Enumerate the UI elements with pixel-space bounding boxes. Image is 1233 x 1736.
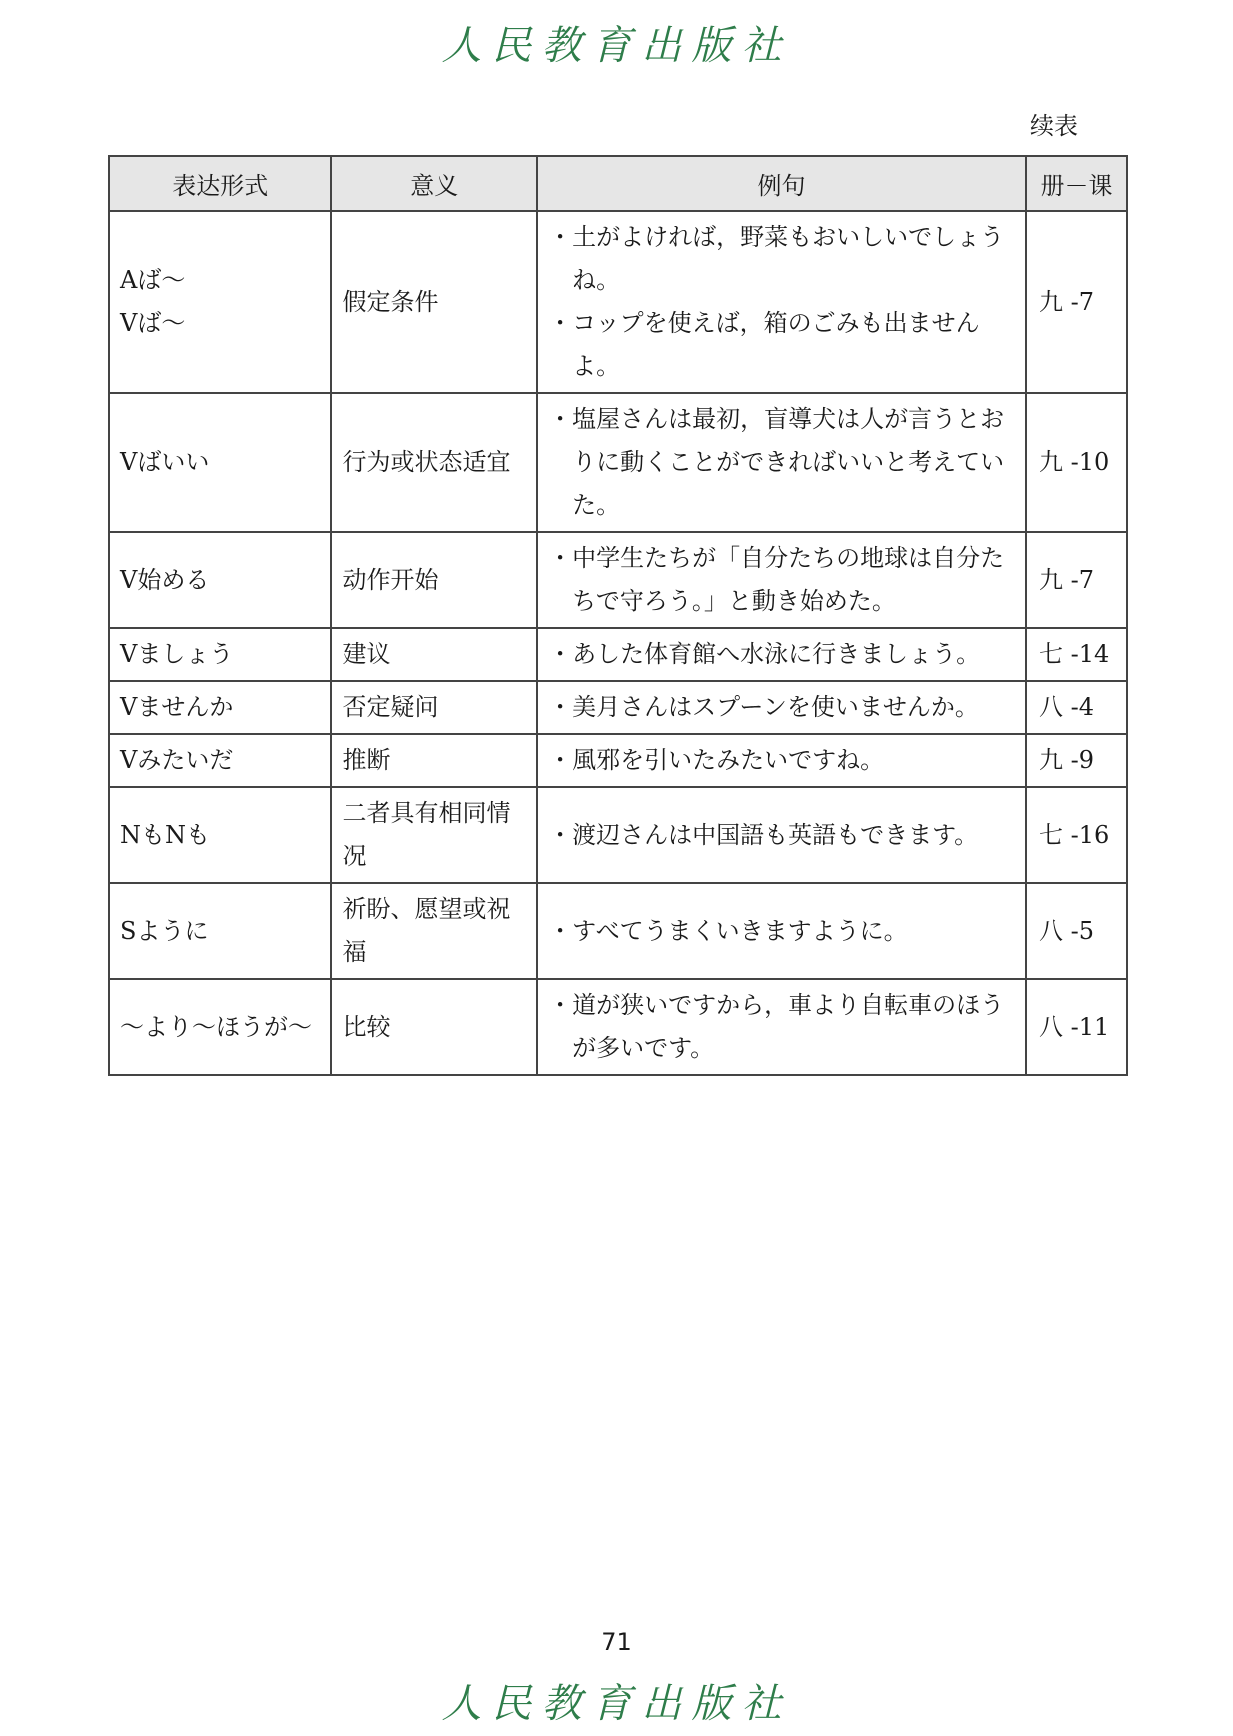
- form-line: Vみたいだ: [120, 746, 234, 774]
- example-list: [548, 686, 1013, 729]
- cell-meaning: 行为或状态适宜: [331, 393, 537, 532]
- table-header-row: [109, 156, 1127, 211]
- example-sentence: ・ 中学生たちが「自分たちの地球は自分たちで守ろう。」と動き始めた。: [548, 537, 1013, 623]
- col-header-volume: 册－课: [1026, 156, 1127, 211]
- form-line: Sように: [120, 916, 209, 945]
- col-header-meaning: 意义: [331, 156, 537, 211]
- form-line: Vましょう: [120, 640, 234, 668]
- grammar-table: [108, 155, 1128, 1076]
- cell-volume-lesson: 七 -14: [1026, 628, 1127, 681]
- example-list: [548, 910, 1013, 953]
- form-line: NもNも: [120, 820, 210, 849]
- cell-volume-lesson: 七 -16: [1026, 787, 1127, 883]
- cell-volume-lesson: 八 -4: [1026, 681, 1127, 734]
- cell-meaning: 祈盼、愿望或祝福: [331, 883, 537, 979]
- table-row: [109, 681, 1127, 734]
- example-sentence: ・ 塩屋さんは最初，盲導犬は人が言うとおりに動くことができればいいと考えていた。: [548, 398, 1013, 527]
- cell-volume-lesson: 九 -10: [1026, 393, 1127, 532]
- form-line: V始める: [120, 565, 210, 594]
- table-row: [109, 979, 1127, 1075]
- table-body: [109, 211, 1127, 1075]
- cell-form: [109, 787, 331, 883]
- example-list: [548, 739, 1013, 782]
- example-list: [548, 537, 1013, 623]
- example-sentence: ・ 土がよければ，野菜もおいしいでしょうね。: [548, 216, 1013, 302]
- publisher-logo-footer: 人民教育出版社: [441, 1681, 792, 1727]
- example-sentence: ・ 風邪を引いたみたいですね。: [548, 739, 1013, 782]
- cell-volume-lesson: 九 -9: [1026, 734, 1127, 787]
- cell-meaning: 假定条件: [331, 211, 537, 393]
- cell-example: [537, 787, 1026, 883]
- cell-form: [109, 979, 331, 1075]
- example-list: [548, 814, 1013, 857]
- form-line: Vばいい: [120, 448, 210, 476]
- form-line: Vませんか: [120, 693, 234, 721]
- cell-meaning: 比较: [331, 979, 537, 1075]
- cell-form: [109, 211, 331, 393]
- table-row: [109, 532, 1127, 628]
- example-sentence: ・ すべてうまくいきますように。: [548, 910, 1013, 953]
- table-row: [109, 734, 1127, 787]
- cell-meaning: 否定疑问: [331, 681, 537, 734]
- cell-example: [537, 979, 1026, 1075]
- table-row: [109, 211, 1127, 393]
- page-number: 71: [601, 1628, 632, 1656]
- example-list: [548, 216, 1013, 388]
- example-sentence: ・ コップを使えば，箱のごみも出ませんよ。: [548, 302, 1013, 388]
- cell-example: [537, 681, 1026, 734]
- example-sentence: ・ 道が狭いですから，車より自転車のほうが多いです。: [548, 984, 1013, 1070]
- cell-volume-lesson: 八 -11: [1026, 979, 1127, 1075]
- form-line: ～より～ほうが～: [120, 1012, 312, 1041]
- example-list: [548, 398, 1013, 527]
- col-header-example: 例句: [537, 156, 1026, 211]
- example-list: [548, 633, 1013, 676]
- cell-meaning: 推断: [331, 734, 537, 787]
- cell-volume-lesson: 九 -7: [1026, 532, 1127, 628]
- example-sentence: ・ あした体育館へ水泳に行きましょう。: [548, 633, 1013, 676]
- table-row: [109, 628, 1127, 681]
- cell-example: [537, 883, 1026, 979]
- publisher-logo-header: 人民教育出版社: [441, 23, 792, 69]
- cell-meaning: 建议: [331, 628, 537, 681]
- table-row: [109, 787, 1127, 883]
- cell-example: [537, 393, 1026, 532]
- cell-volume-lesson: 九 -7: [1026, 211, 1127, 393]
- cell-example: [537, 211, 1026, 393]
- cell-form: [109, 532, 331, 628]
- cell-example: [537, 532, 1026, 628]
- cell-example: [537, 734, 1026, 787]
- col-header-form: 表达形式: [109, 156, 331, 211]
- cell-form: [109, 628, 331, 681]
- example-sentence: ・ 渡辺さんは中国語も英語もできます。: [548, 814, 1013, 857]
- example-list: [548, 984, 1013, 1070]
- cell-volume-lesson: 八 -5: [1026, 883, 1127, 979]
- cell-meaning: 二者具有相同情况: [331, 787, 537, 883]
- cell-form: [109, 883, 331, 979]
- cell-form: [109, 734, 331, 787]
- example-sentence: ・ 美月さんはスプーンを使いませんか。: [548, 686, 1013, 729]
- table-continued-caption: 续表: [1030, 112, 1078, 140]
- form-line: Aば～: [120, 266, 186, 294]
- cell-example: [537, 628, 1026, 681]
- form-line: Vば～: [120, 309, 186, 337]
- cell-meaning: 动作开始: [331, 532, 537, 628]
- cell-form: [109, 393, 331, 532]
- cell-form: [109, 681, 331, 734]
- table-row: [109, 883, 1127, 979]
- table-row: [109, 393, 1127, 532]
